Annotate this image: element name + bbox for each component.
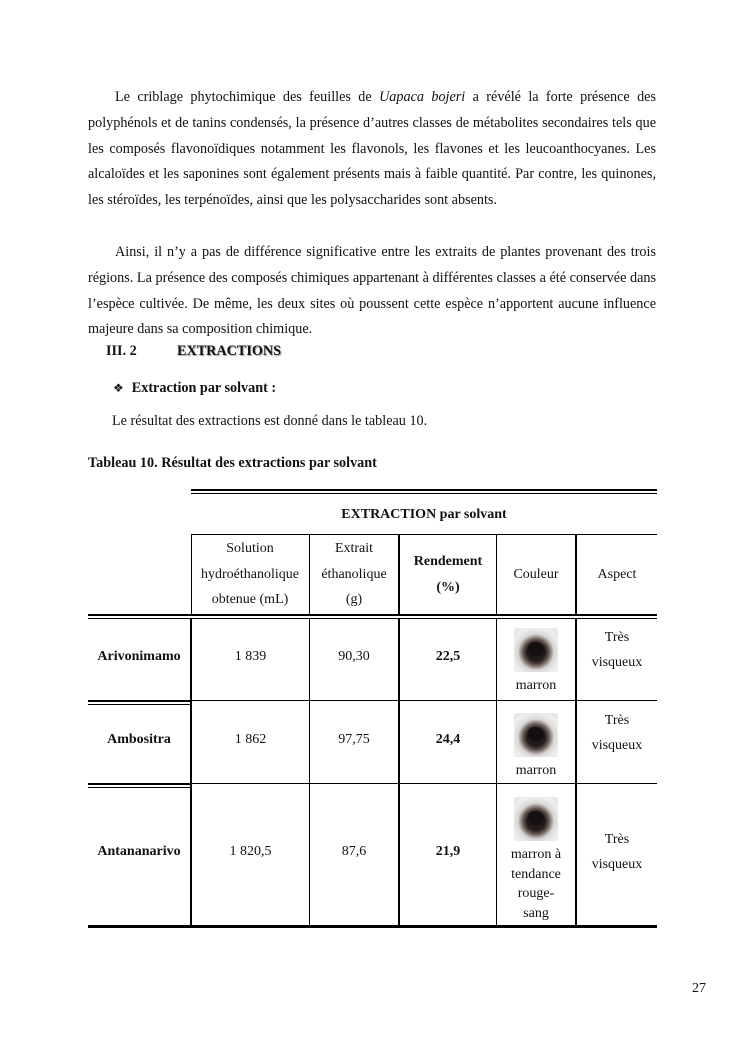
cell-rendement: 24,4 xyxy=(435,731,461,747)
cell-couleur xyxy=(497,797,575,925)
table-caption: Tableau 10. Résultat des extractions par solvant xyxy=(88,455,377,471)
table-border xyxy=(191,489,657,491)
diamond-bullet-icon: ❖ xyxy=(113,381,124,395)
row-site-ambositra: Ambositra xyxy=(107,731,171,747)
table-border xyxy=(191,535,192,615)
row-site-arivonimamo: Arivonimamo xyxy=(97,649,181,665)
column-header-couleur xyxy=(497,535,575,614)
table-border xyxy=(398,535,400,615)
cell-aspect xyxy=(577,619,657,681)
table-border xyxy=(309,619,310,926)
section-title: EXTRACTIONS xyxy=(177,343,282,359)
section-number: III. 2 xyxy=(106,343,137,359)
table-border xyxy=(309,535,310,615)
header-line: Rendement xyxy=(413,554,483,569)
table-border xyxy=(191,493,657,494)
extract-photo xyxy=(514,628,558,672)
color-label: marron à xyxy=(510,847,562,862)
header-line: (%) xyxy=(436,579,460,595)
table-border xyxy=(88,700,190,702)
paragraph-text: Ainsi, il n’y a pas de différence significative entre les extraits de plantes provenant des trois régions. La présence des composés chimiques appartenant à différentes classes a été conservée dans l’espèce cultivée. De même, les deux sites où poussent cette espèce n’apportent aucune influence majeure dans sa composition chimique. xyxy=(88,244,656,338)
table-border xyxy=(575,619,577,926)
table-border xyxy=(191,534,657,535)
header-line: obtenue (mL) xyxy=(211,592,289,608)
table-border xyxy=(88,787,190,788)
aspect-line: visqueux xyxy=(591,857,643,872)
table-border xyxy=(88,614,657,616)
aspect-line: visqueux xyxy=(591,738,643,753)
header-line: éthanolique xyxy=(321,566,387,582)
header-line: Solution xyxy=(226,541,274,557)
cell-solution: 1 862 xyxy=(234,731,267,747)
header-line: (g) xyxy=(345,592,363,608)
table-border xyxy=(88,783,190,785)
aspect-line: Très xyxy=(604,831,630,847)
column-header-rendement xyxy=(400,535,496,614)
color-label: rouge- xyxy=(517,886,555,901)
cell-extrait: 87,6 xyxy=(341,844,367,860)
extract-photo xyxy=(514,797,558,841)
color-label: tendance xyxy=(511,866,561,882)
paragraph-conclusion xyxy=(88,240,656,343)
cell-aspect xyxy=(577,701,657,765)
color-label: marron xyxy=(515,678,557,693)
table-border xyxy=(88,618,657,619)
paragraph-phytochemical-screening xyxy=(88,85,656,214)
column-header-aspect xyxy=(577,535,657,614)
extract-photo xyxy=(514,713,558,757)
color-label: marron xyxy=(515,763,557,778)
table-border xyxy=(496,535,497,615)
header-line: Couleur xyxy=(513,566,559,582)
page-number: 27 xyxy=(692,981,706,996)
header-line: Aspect xyxy=(597,566,637,582)
cell-solution: 1 839 xyxy=(234,649,267,665)
column-header-extrait xyxy=(310,535,398,614)
column-header-solution xyxy=(191,535,309,614)
header-line: hydroéthanolique xyxy=(201,566,299,582)
subsection-title: Extraction par solvant : xyxy=(131,380,277,396)
cell-rendement: 22,5 xyxy=(435,649,461,665)
section-heading xyxy=(106,343,281,360)
table-border xyxy=(191,700,657,701)
table-border xyxy=(88,704,190,705)
cell-couleur xyxy=(497,713,575,783)
header-line: Extrait xyxy=(334,541,374,557)
table-border xyxy=(575,535,577,615)
cell-aspect xyxy=(577,784,657,920)
cell-rendement: 21,9 xyxy=(435,844,461,860)
table-border xyxy=(190,619,192,926)
cell-extrait: 90,30 xyxy=(338,649,370,665)
table-border xyxy=(398,619,400,926)
cell-solution: 1 820,5 xyxy=(229,844,272,860)
table-group-header: EXTRACTION par solvant xyxy=(341,506,507,522)
aspect-line: Très xyxy=(604,712,630,728)
paragraph-text: Le criblage phytochimique des feuilles de xyxy=(115,89,380,105)
species-name: Uapaca bojeri xyxy=(379,89,466,105)
aspect-line: Très xyxy=(604,629,630,645)
cell-couleur xyxy=(497,628,575,700)
row-site-antananarivo: Antananarivo xyxy=(97,844,181,860)
table-border xyxy=(496,619,497,926)
intro-sentence: Le résultat des extractions est donné dans le tableau 10. xyxy=(112,413,428,429)
cell-extrait: 97,75 xyxy=(338,731,370,747)
table-border xyxy=(191,783,657,784)
aspect-line: visqueux xyxy=(591,655,643,670)
color-label: sang xyxy=(523,905,549,921)
table-border xyxy=(88,925,657,928)
subsection-heading xyxy=(113,380,276,397)
paragraph-text: a révélé la forte présence des polyphénols et de tanins condensés, la présence d’autres classes de métabolites secondaires tels que les composés flavonoïdiques notamment les flavonols, les flavones et les leucoanthocyanes. Les alcaloïdes et les saponines sont également présents mais à faible quantité. Par contre, les quinones, les stéroïdes, les terpénoïdes, ainsi que les polysaccharides sont absents. xyxy=(88,89,656,209)
